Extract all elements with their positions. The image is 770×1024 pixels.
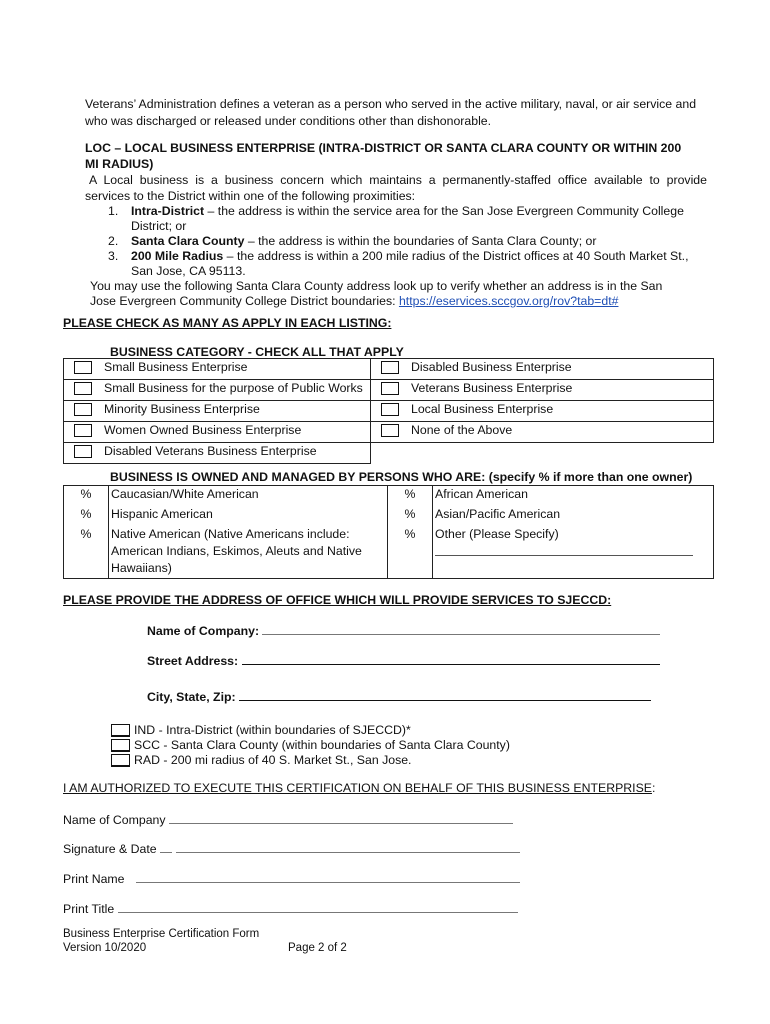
footer-version: Version 10/2020 <box>63 942 147 954</box>
checkbox-icon <box>74 403 92 416</box>
label-ind: IND - Intra-District (within boundaries of SJECCD)* <box>134 723 411 737</box>
checkbox-minority-business[interactable] <box>64 401 103 422</box>
certification-heading-colon: : <box>651 781 656 795</box>
address-heading: PLEASE PROVIDE THE ADDRESS OF OFFICE WHICH WILL PROVIDE SERVICES TO SJECCD: <box>63 593 612 607</box>
label-native-line3: Hawaiians) <box>111 561 172 575</box>
label-small-business-public-works: Small Business for the purpose of Public Works <box>102 380 371 401</box>
veteran-definition-line2: who was discharged or released under conditions other than dishonorable. <box>85 114 492 128</box>
label-local-business: Local Business Enterprise <box>409 401 714 422</box>
address-city-row <box>147 688 651 704</box>
checkbox-icon <box>381 361 399 374</box>
loc-item-2-term: Santa Clara County <box>131 234 245 248</box>
cert-company-field[interactable] <box>169 811 513 824</box>
checkbox-small-business-public-works[interactable] <box>64 380 103 401</box>
certification-heading <box>63 781 655 795</box>
cert-print-name-field[interactable] <box>136 870 520 883</box>
checkbox-rad[interactable] <box>111 754 130 767</box>
loc-lookup-line1: You may use the following Santa Clara County address look up to verify whether an address is in the San <box>90 279 663 293</box>
checkbox-icon <box>74 424 92 437</box>
checkbox-scc[interactable] <box>111 739 130 752</box>
label-disabled-business: Disabled Business Enterprise <box>409 359 714 380</box>
checkbox-ind[interactable] <box>111 724 130 737</box>
label-native <box>109 526 388 579</box>
cert-print-title-label: Print Title <box>63 902 115 916</box>
loc-item-3-text-cont: San Jose, CA 95113. <box>131 264 246 278</box>
pct-hispanic[interactable]: % <box>80 507 92 521</box>
label-women-owned: Women Owned Business Enterprise <box>102 422 371 443</box>
pct-other[interactable]: % <box>388 526 433 579</box>
address-street-row <box>147 652 660 668</box>
loc-item-2 <box>131 234 596 248</box>
label-native-line1: Native American (Native Americans include: <box>111 527 350 541</box>
cert-print-name-row <box>63 870 520 886</box>
loc-item-3 <box>131 249 689 263</box>
checkbox-small-business[interactable] <box>64 359 103 380</box>
loc-heading-line1: LOC – LOCAL BUSINESS ENTERPRISE (INTRA-DISTRICT OR SANTA CLARA COUNTY OR WITHIN 200 <box>85 141 682 155</box>
loc-item-3-term: 200 Mile Radius <box>131 249 224 263</box>
loc-item-1-text-cont: District; or <box>131 219 187 233</box>
label-native-line2: American Indians, Eskimos, Aleuts and Native <box>111 544 362 558</box>
cert-company-row <box>63 811 513 827</box>
loc-intro-line1: A Local business is a business concern which maintains a permanently-staffed office available to provide <box>89 173 707 187</box>
label-rad: RAD - 200 mi radius of 40 S. Market St., San Jose. <box>134 753 412 767</box>
checkbox-veterans-business[interactable] <box>371 380 410 401</box>
address-company-row <box>147 622 660 638</box>
cert-print-name-label: Print Name <box>63 872 125 886</box>
cert-signature-label: Signature & Date <box>63 842 157 856</box>
pct-asian[interactable]: % <box>388 506 433 526</box>
label-small-business: Small Business Enterprise <box>102 359 371 380</box>
label-minority-business: Minority Business Enterprise <box>102 401 371 422</box>
address-company-label: Name of Company: <box>147 624 260 638</box>
address-city-field[interactable] <box>239 688 651 701</box>
footer-form-name: Business Enterprise Certification Form <box>63 928 260 940</box>
label-other <box>433 526 714 579</box>
pct-caucasian[interactable]: % <box>80 487 92 501</box>
address-city-label: City, State, Zip: <box>147 690 236 704</box>
checkbox-disabled-veterans[interactable] <box>64 443 103 464</box>
checkbox-none[interactable] <box>371 422 410 443</box>
certification-heading-text: I AM AUTHORIZED TO EXECUTE THIS CERTIFICATION ON BEHALF OF THIS BUSINESS ENTERPRISE <box>63 781 652 795</box>
pct-african[interactable]: % <box>388 486 433 507</box>
label-african: African American <box>433 486 714 507</box>
address-option-ind <box>111 723 411 737</box>
label-caucasian: Caucasian/White American <box>109 486 388 507</box>
veteran-definition-line1: Veterans’ Administration defines a veteran as a person who served in the active military, naval, or air service and <box>85 97 697 111</box>
footer-page-number: Page 2 of 2 <box>288 942 347 954</box>
cert-print-title-row <box>63 900 518 916</box>
checkbox-icon <box>381 424 399 437</box>
checkbox-icon <box>74 361 92 374</box>
label-asian: Asian/Pacific American <box>433 506 714 526</box>
loc-intro-line2: services to the District within one of the following proximities: <box>85 189 416 203</box>
loc-item-2-number: 2. <box>108 234 119 248</box>
checkbox-icon <box>74 445 92 458</box>
label-hispanic: Hispanic American <box>109 506 388 526</box>
loc-item-3-text: – the address is within a 200 mile radius of the District offices at 40 South Market St., <box>223 249 689 263</box>
ownership-heading: BUSINESS IS OWNED AND MANAGED BY PERSONS WHO ARE: (specify % if more than one owner) <box>110 470 693 484</box>
loc-item-1-text: – the address is within the service area for the San Jose Evergreen Community College <box>204 204 684 218</box>
business-category-table <box>63 358 714 464</box>
loc-item-1-number: 1. <box>108 204 119 218</box>
cert-print-title-field[interactable] <box>118 900 518 913</box>
loc-lookup-text: Jose Evergreen Community College District boundaries: <box>90 294 396 308</box>
checkbox-icon <box>381 403 399 416</box>
cert-signature-prefix-line <box>160 840 172 853</box>
address-street-label: Street Address: <box>147 654 239 668</box>
loc-lookup-line2 <box>90 294 618 308</box>
checkbox-icon <box>74 382 92 395</box>
label-veterans-business: Veterans Business Enterprise <box>409 380 714 401</box>
label-other-text: Other (Please Specify) <box>435 527 559 541</box>
checkbox-local-business[interactable] <box>371 401 410 422</box>
loc-item-3-number: 3. <box>108 249 119 263</box>
address-company-field[interactable] <box>262 622 660 635</box>
address-lookup-link[interactable]: https://eservices.sccgov.org/rov?tab=dt# <box>398 294 619 308</box>
pct-native[interactable]: % <box>80 527 92 541</box>
address-option-rad <box>111 753 411 767</box>
cert-signature-row <box>63 840 520 856</box>
label-none: None of the Above <box>409 422 714 443</box>
address-street-field[interactable] <box>242 652 660 665</box>
label-disabled-veterans: Disabled Veterans Business Enterprise <box>102 443 371 464</box>
checkbox-women-owned[interactable] <box>64 422 103 443</box>
loc-item-1 <box>131 204 684 218</box>
checkbox-icon <box>381 382 399 395</box>
cert-company-label: Name of Company <box>63 813 166 827</box>
loc-heading-line2: MI RADIUS) <box>85 157 154 171</box>
ownership-table <box>63 485 714 579</box>
checkbox-disabled-business[interactable] <box>371 359 410 380</box>
check-all-heading: PLEASE CHECK AS MANY AS APPLY IN EACH LISTING: <box>63 316 392 330</box>
label-scc: SCC - Santa Clara County (within boundaries of Santa Clara County) <box>134 738 510 752</box>
address-option-scc <box>111 738 510 752</box>
other-specify-field[interactable] <box>435 543 693 556</box>
loc-item-2-text: – the address is within the boundaries of Santa Clara County; or <box>244 234 597 248</box>
business-category-heading: BUSINESS CATEGORY - CHECK ALL THAT APPLY <box>110 345 404 359</box>
cert-signature-field[interactable] <box>176 840 520 853</box>
loc-item-1-term: Intra-District <box>131 204 205 218</box>
